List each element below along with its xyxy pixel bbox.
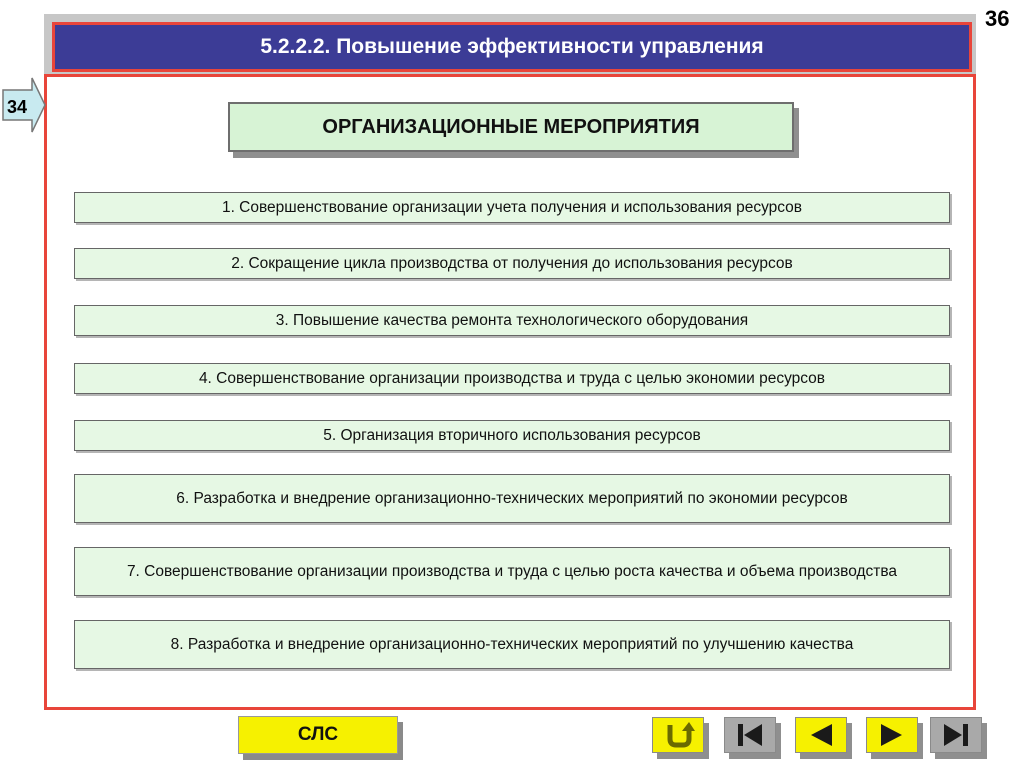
list-item: 7. Совершенствование организации производства и труда с целью роста качества и объема производства [74, 547, 950, 596]
return-icon [661, 721, 695, 749]
page-title: 5.2.2.2. Повышение эффективности управления [260, 35, 764, 58]
list-item: 2. Сокращение цикла производства от получения до использования ресурсов [74, 248, 950, 279]
return-button[interactable] [652, 717, 704, 753]
list-item: 8. Разработка и внедрение организационно-технических мероприятий по улучшению качества [74, 620, 950, 669]
slc-button-label: СЛС [297, 724, 339, 745]
previous-slide-icon [804, 721, 838, 749]
list-item: 1. Совершенствование организации учета получения и использования ресурсов [74, 192, 950, 223]
last-slide-icon [939, 721, 973, 749]
section-header-label: ОРГАНИЗАЦИОННЫЕ МЕРОПРИЯТИЯ [322, 115, 700, 138]
list-item: 6. Разработка и внедрение организационно-технических мероприятий по экономии ресурсов [74, 474, 950, 523]
next-slide-button[interactable] [866, 717, 918, 753]
first-slide-button[interactable] [724, 717, 776, 753]
title-bar [52, 22, 972, 72]
next-slide-icon [875, 721, 909, 749]
section-header [228, 102, 794, 152]
list-item: 4. Совершенствование организации производства и труда с целью экономии ресурсов [74, 363, 950, 394]
slide-number: 36 [985, 6, 1010, 31]
first-slide-icon [733, 721, 767, 749]
list-item: 3. Повышение качества ремонта технологического оборудования [74, 305, 950, 336]
slc-button[interactable] [238, 716, 398, 754]
previous-slide-button[interactable] [795, 717, 847, 753]
back-link-arrow[interactable] [2, 76, 46, 134]
last-slide-button[interactable] [930, 717, 982, 753]
list-item: 5. Организация вторичного использования ресурсов [74, 420, 950, 451]
back-slide-number: 34 [6, 97, 28, 117]
